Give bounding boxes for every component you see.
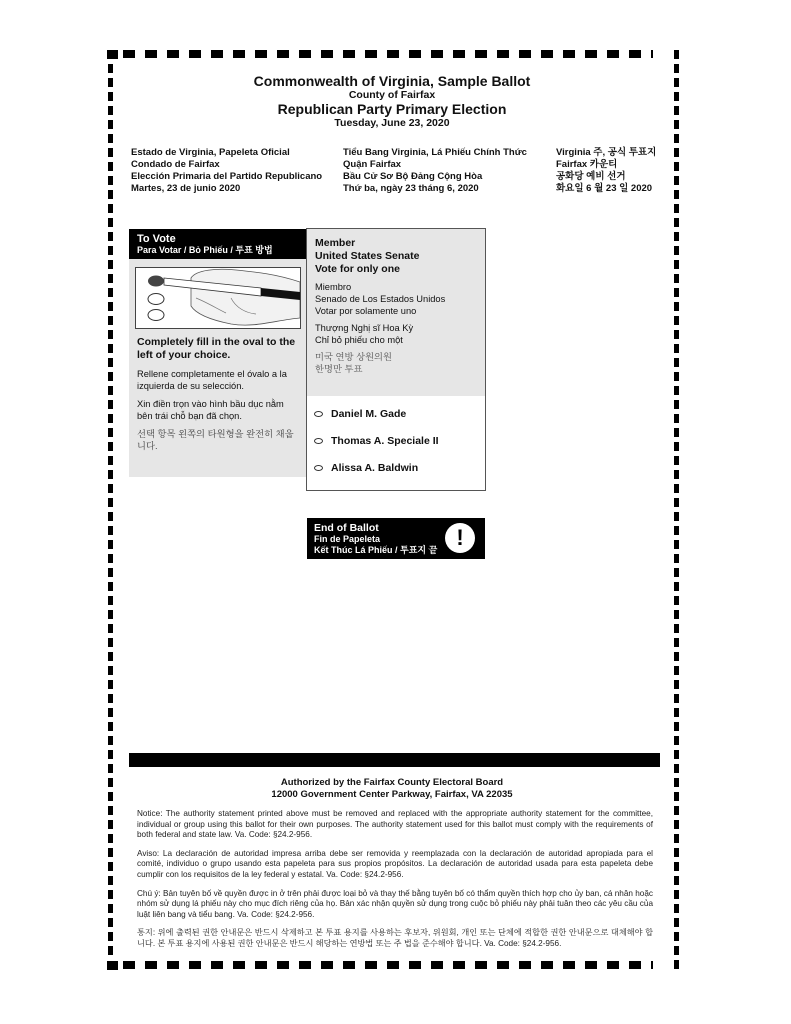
office-spanish xyxy=(315,281,477,317)
header-line: Bầu Cử Sơ Bộ Đảng Cộng Hòa xyxy=(343,171,483,182)
office-line: 미국 연방 상원의원 xyxy=(315,352,393,362)
header-line: Fairfax 카운티 xyxy=(556,159,618,170)
border-top xyxy=(123,50,653,58)
header-line: Virginia 주, 공식 투표지 xyxy=(556,147,657,158)
instructions-subtitle: Para Votar / Bỏ Phiếu / 투표 방법 xyxy=(137,245,273,255)
header-line: Martes, 23 de junio 2020 xyxy=(131,183,241,194)
ballot-title: Commonwealth of Virginia, Sample Ballot xyxy=(253,73,531,89)
instructions-korean: 선택 항목 왼쪽의 타원형을 완전히 채웁니다. xyxy=(137,429,294,451)
header-line: Thứ ba, ngày 23 tháng 6, 2020 xyxy=(343,183,479,194)
instructions-vietnamese: Xin điền trọn vào hình bầu dục nằm bên trái chỗ bạn đã chọn. xyxy=(137,399,284,421)
notice-english: Notice: The authority statement printed above must be removed and replaced with the appropriate authority statement for the committee, individual or group using this ballot for their own purposes. The authority statement used for this ballot must comply with the requirements of both federal and state law. Va. Code: §24.2-956. xyxy=(137,809,653,840)
authorized-by: Authorized by the Fairfax County Electoral Board xyxy=(280,777,504,788)
authority-statement xyxy=(107,777,677,801)
office-vietnamese xyxy=(315,322,477,346)
header-korean xyxy=(556,147,656,195)
candidate-name: Thomas A. Speciale II xyxy=(331,434,439,447)
border-corner xyxy=(107,50,118,59)
ballot-header xyxy=(107,73,677,129)
vote-limit: Vote for only one xyxy=(315,263,400,275)
office-line: Thượng Nghị sĩ Hoa Kỳ xyxy=(315,323,414,333)
end-of-ballot-vi-ko: Kết Thúc Lá Phiếu / 투표지 끝 xyxy=(314,545,438,555)
office-line: Senado de Los Estados Unidos xyxy=(315,294,446,304)
header-line: 공화당 예비 선거 xyxy=(556,171,626,182)
candidate-name: Alissa A. Baldwin xyxy=(331,461,419,474)
candidate-option[interactable] xyxy=(307,454,485,481)
election-name: Republican Party Primary Election xyxy=(277,101,507,117)
exclamation-icon: ! xyxy=(445,523,475,553)
border-corner xyxy=(107,961,118,970)
header-line: Estado de Virginia, Papeleta Oficial xyxy=(131,147,290,158)
office-korean xyxy=(315,351,477,375)
border-right xyxy=(674,50,679,970)
border-bottom xyxy=(123,961,653,969)
voting-instructions xyxy=(129,229,307,477)
footer-divider-bar xyxy=(129,753,660,767)
header-line: 화요일 6 월 23 일 2020 xyxy=(556,183,653,194)
end-of-ballot-banner xyxy=(307,518,485,559)
oval-icon[interactable] xyxy=(314,438,323,444)
oval-icon[interactable] xyxy=(314,411,323,417)
instructions-header xyxy=(129,229,307,259)
candidate-option[interactable] xyxy=(307,400,485,427)
header-line: Tiểu Bang Virginia, Lá Phiếu Chính Thức xyxy=(343,147,527,158)
border-left xyxy=(108,64,113,960)
candidate-list xyxy=(307,396,485,481)
candidate-option[interactable] xyxy=(307,427,485,454)
contest-us-senate xyxy=(306,228,486,491)
header-line: Condado de Fairfax xyxy=(131,159,220,170)
office-body: United States Senate xyxy=(315,250,420,262)
oval-icon[interactable] xyxy=(314,465,323,471)
end-of-ballot-spanish: Fin de Papeleta xyxy=(314,534,381,544)
instructions-english: Completely fill in the oval to the left of your choice. xyxy=(137,336,296,361)
county-name: County of Fairfax xyxy=(348,89,436,101)
office-line: Miembro xyxy=(315,282,352,292)
office-line: 한명만 투표 xyxy=(315,364,363,374)
header-line: Elección Primaria del Partido Republicano xyxy=(131,171,323,182)
hand-filling-oval-illustration xyxy=(135,267,301,329)
header-spanish xyxy=(131,147,322,195)
pen-hand-icon xyxy=(136,268,300,328)
notice-korean: 통지: 위에 출력된 권한 안내문은 반드시 삭제하고 본 투표 용지를 사용하는 후보자, 위원회, 개인 또는 단체에 적합한 권한 안내문으로 대체해야 합니다. 본 투표 용지에 사용된 권한 안내문은 반드시 해당하는 연방법 또는 주 법을 준수해야 합니다. Va. Code: §24.2-956. xyxy=(137,928,653,948)
notices xyxy=(137,809,653,958)
contest-header xyxy=(307,229,485,396)
authority-address: 12000 Government Center Parkway, Fairfax, VA 22035 xyxy=(271,789,513,800)
office-line: Votar por solamente uno xyxy=(315,306,417,316)
office-english xyxy=(315,237,477,276)
notice-spanish: Aviso: La declaración de autoridad impresa arriba debe ser removida y reemplazada con la declaración de autoridad apropiada para el comité, individuo o grupo usando esta papeleta para sus propios propósitos. La declaración de autoridad usada para esta papeleta debe cumplir con los requisitos de la ley federal y estatal. Va. Code: §24.2-956. xyxy=(137,848,653,879)
header-line: Quận Fairfax xyxy=(343,159,402,170)
instructions-title: To Vote xyxy=(137,233,176,245)
office-title: Member xyxy=(315,237,356,249)
candidate-name: Daniel M. Gade xyxy=(331,407,407,420)
office-line: Chỉ bỏ phiếu cho một xyxy=(315,335,403,345)
end-of-ballot-english: End of Ballot xyxy=(314,522,379,534)
election-date: Tuesday, June 23, 2020 xyxy=(334,117,450,129)
header-vietnamese xyxy=(343,147,527,195)
instructions-spanish: Rellene completamente el óvalo a la izquierda de su selección. xyxy=(137,369,287,391)
notice-vietnamese: Chú ý: Bản tuyên bố về quyền được in ở trên phải được loại bỏ và thay thế bằng tuyên bố có thẩm quyền thích hợp cho ủy ban, cá nhân hoặc nhóm sử dụng lá phiếu này cho mục đích riêng của họ. Bản xác nhận quyền sử dụng trong cuộc bỏ phiếu này phải tuân theo các yêu cầu của luật liên bang và tiểu bang. Va. Code: §24.2-956. xyxy=(137,888,653,919)
